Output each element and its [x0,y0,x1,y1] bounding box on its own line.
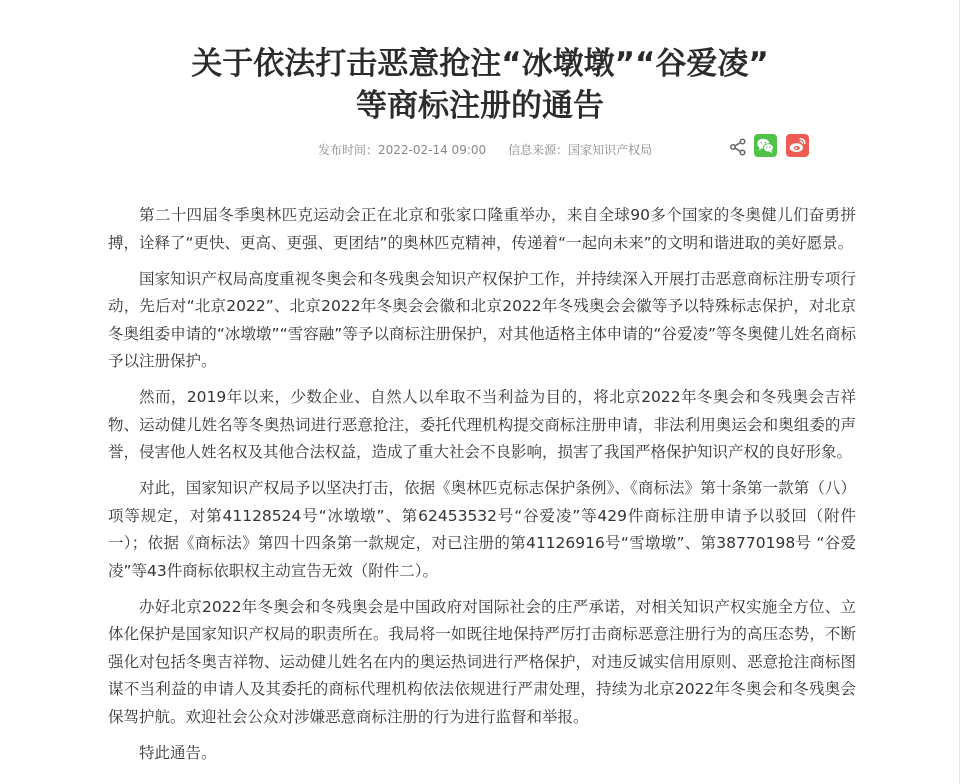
body-paragraph: 对此，国家知识产权局予以坚决打击，依据《奥林匹克标志保护条例》、《商标法》第十条第一款第（八）项等规定，对第41128524号“冰墩墩”、第62453532号“谷爱凌”等429件商标注册申请予以驳回（附件一）；依据《商标法》第四十四条第一款规定，对已注册的第41126916号“雪墩墩”、第38770198号 “谷爱凌”等43件商标依职权主动宣告无效（附件二）。 [108,479,856,580]
body-paragraph: 然而，2019年以来，少数企业、自然人以牟取不当利益为目的，将北京2022年冬奥会和冬残奥会吉祥物、运动健儿姓名等冬奥热词进行恶意抢注，委托代理机构提交商标注册申请，非法利用奥运会和奥组委的声誉，侵害他人姓名权及其他合法权益，造成了重大社会不良影响，损害了我国严格保护知识产权的良好形象。 [108,388,856,461]
body-paragraph: 第二十四届冬季奥林匹克运动会正在北京和张家口隆重举办，来自全球90多个国家的冬奥健儿们奋勇拼搏，诠释了“更快、更高、更强、更团结”的奥林匹克精神，传递着“一起向未来”的文明和谐进取的美好愿景。 [108,206,856,252]
article-title-line-2: 等商标注册的通告 [356,88,604,124]
article-body [108,202,856,776]
body-paragraph: 国家知识产权局高度重视冬奥会和冬残奥会知识产权保护工作，并持续深入开展打击恶意商标注册专项行动，先后对“北京2022”、北京2022年冬奥会会徽和北京2022年冬残奥会会徽等予以特殊标志保护，对北京冬奥组委申请的“冰墩墩”“雪容融”等予以商标注册保护，对其他适格主体申请的“谷爱凌”等冬奥健儿姓名商标予以注册保护。 [108,269,856,370]
article-title [60,43,900,127]
page-right-border [959,0,960,784]
article-meta [318,141,652,158]
share-icon[interactable] [728,137,748,157]
article-title-line-1: 关于依法打击恶意抢注“冰墩墩”“谷爱凌” [191,46,769,82]
closing-line: 特此通告。 [139,743,217,762]
publish-time: 发布时间：2022-02-14 09:00 [318,143,487,157]
share-bar [728,134,818,160]
body-paragraph: 办好北京2022年冬奥会和冬残奥会是中国政府对国际社会的庄严承诺，对相关知识产权实施全方位、立体化保护是国家知识产权局的职责所在。我局将一如既往地保持严厉打击商标恶意注册行为的高压态势，不断强化对包括冬奥吉祥物、运动健儿姓名在内的奥运热词进行严格保护，对违反诚实信用原则、恶意抢注商标图谋不当利益的申请人及其委托的商标代理机构依法依规进行严肃处理，持续为北京2022年冬奥会和冬残奥会保驾护航。欢迎社会公众对涉嫌恶意商标注册的行为进行监督和举报。 [108,597,856,726]
info-source: 信息来源：国家知识产权局 [508,143,653,157]
wechat-icon[interactable] [754,134,777,157]
weibo-icon[interactable] [786,134,809,157]
